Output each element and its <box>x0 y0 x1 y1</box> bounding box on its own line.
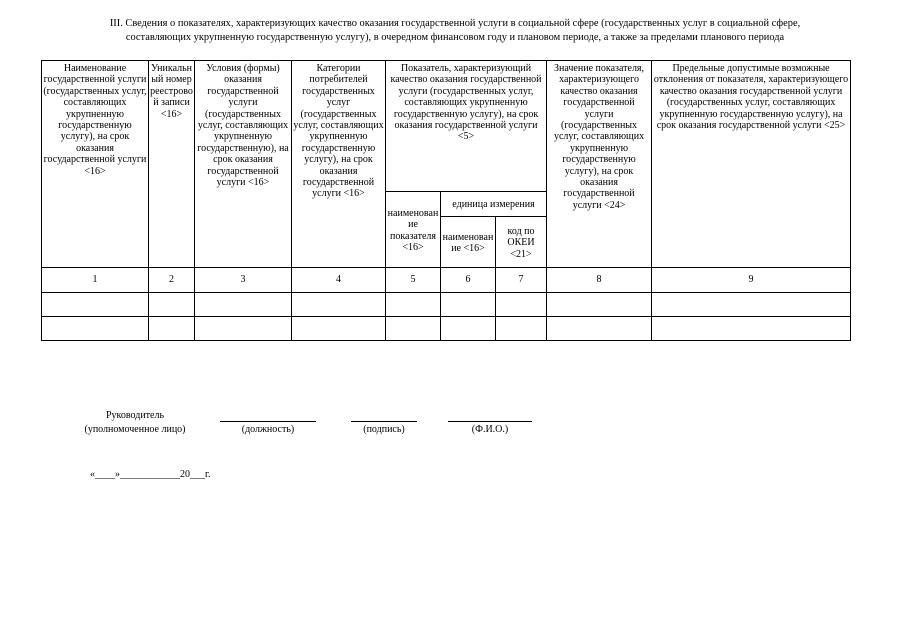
position-line <box>220 421 316 422</box>
header-indicator-name: наименование показателя <16> <box>386 192 441 268</box>
column-number: 9 <box>652 268 851 293</box>
head-sublabel: (уполномоченное лицо) <box>84 424 186 435</box>
name-line <box>448 421 532 422</box>
table-cell <box>292 317 386 341</box>
table-cell <box>441 293 496 317</box>
table-cell <box>547 293 652 317</box>
column-number: 2 <box>149 268 195 293</box>
table-cell <box>386 293 441 317</box>
header-allowed-deviations: Предельные допустимые возможные отклонения от показателя, характеризующего качество оказания государственной услуги (государственных услуг, составляющих укрупненную государственную услугу), на срок оказания государственной услуги <25> <box>652 61 851 268</box>
table-cell <box>149 293 195 317</box>
header-indicator-value: Значение показателя, характеризующего качество оказания государственной услуги (государственных услуг, составляющих укрупненную государственную услугу), на срок оказания государственной услуги <24> <box>547 61 652 268</box>
table-cell <box>441 317 496 341</box>
table-cell <box>496 293 547 317</box>
table-cell <box>652 293 851 317</box>
header-conditions: Условия (формы) оказания государственной услуги (государственных услуг, составляющих укрупненную государственную), на срок оказания государственной услуги <16> <box>195 61 292 268</box>
table-cell <box>386 317 441 341</box>
table-cell <box>292 293 386 317</box>
column-number: 7 <box>496 268 547 293</box>
table-cell <box>195 293 292 317</box>
table-row <box>42 293 851 317</box>
column-number: 6 <box>441 268 496 293</box>
header-service-name: Наименование государственной услуги (государственных услуг, составляющих укрупненную государственную услугу), на срок оказания государственной услуги <16> <box>42 61 149 268</box>
table-cell <box>42 293 149 317</box>
heading-line-1: III. Сведения о показателях, характеризующих качество оказания государственной услуги в социальной сфере (государственных услуг в социальной сфере, <box>109 18 801 29</box>
quality-indicators-table <box>41 60 851 341</box>
table-cell <box>496 317 547 341</box>
head-label: Руководитель <box>105 410 165 421</box>
section-heading <box>40 17 870 45</box>
table-cell <box>195 317 292 341</box>
header-unit-name: наименование <16> <box>441 217 496 268</box>
sign-label: (подпись) <box>363 424 405 435</box>
date-line: «____»____________20___г. <box>90 469 211 480</box>
heading-line-2: составляющих укрупненную государственную услугу), в очередном финансовом году и плановом периоде, а также за пределами планового периода <box>125 32 785 43</box>
column-number: 3 <box>195 268 292 293</box>
column-number: 8 <box>547 268 652 293</box>
table-row <box>42 317 851 341</box>
header-indicator: Показатель, характеризующий качество оказания государственной услуги (государственных услуг, составляющих укрупненную государственную услугу), на срок оказания государственной услуги <5> <box>386 61 547 192</box>
column-number: 1 <box>42 268 149 293</box>
header-unit-code: код по ОКЕИ <21> <box>496 217 547 268</box>
signature-head <box>60 409 210 437</box>
column-number: 4 <box>292 268 386 293</box>
header-unit: единица измерения <box>441 192 547 217</box>
table-cell <box>149 317 195 341</box>
column-number: 5 <box>386 268 441 293</box>
header-consumer-categories: Категории потребителей государственных услуг (государственных услуг, составляющих укрупненную государственную услугу), на срок оказания государственной услуги <16> <box>292 61 386 268</box>
position-label: (должность) <box>241 424 295 435</box>
sign-line <box>351 421 417 422</box>
name-label: (Ф.И.О.) <box>471 424 509 435</box>
table-cell <box>42 317 149 341</box>
table-cell <box>652 317 851 341</box>
table-cell <box>547 317 652 341</box>
column-numbers-row <box>42 268 851 293</box>
header-registry-number: Уникальный номер реестровой записи <16> <box>149 61 195 268</box>
